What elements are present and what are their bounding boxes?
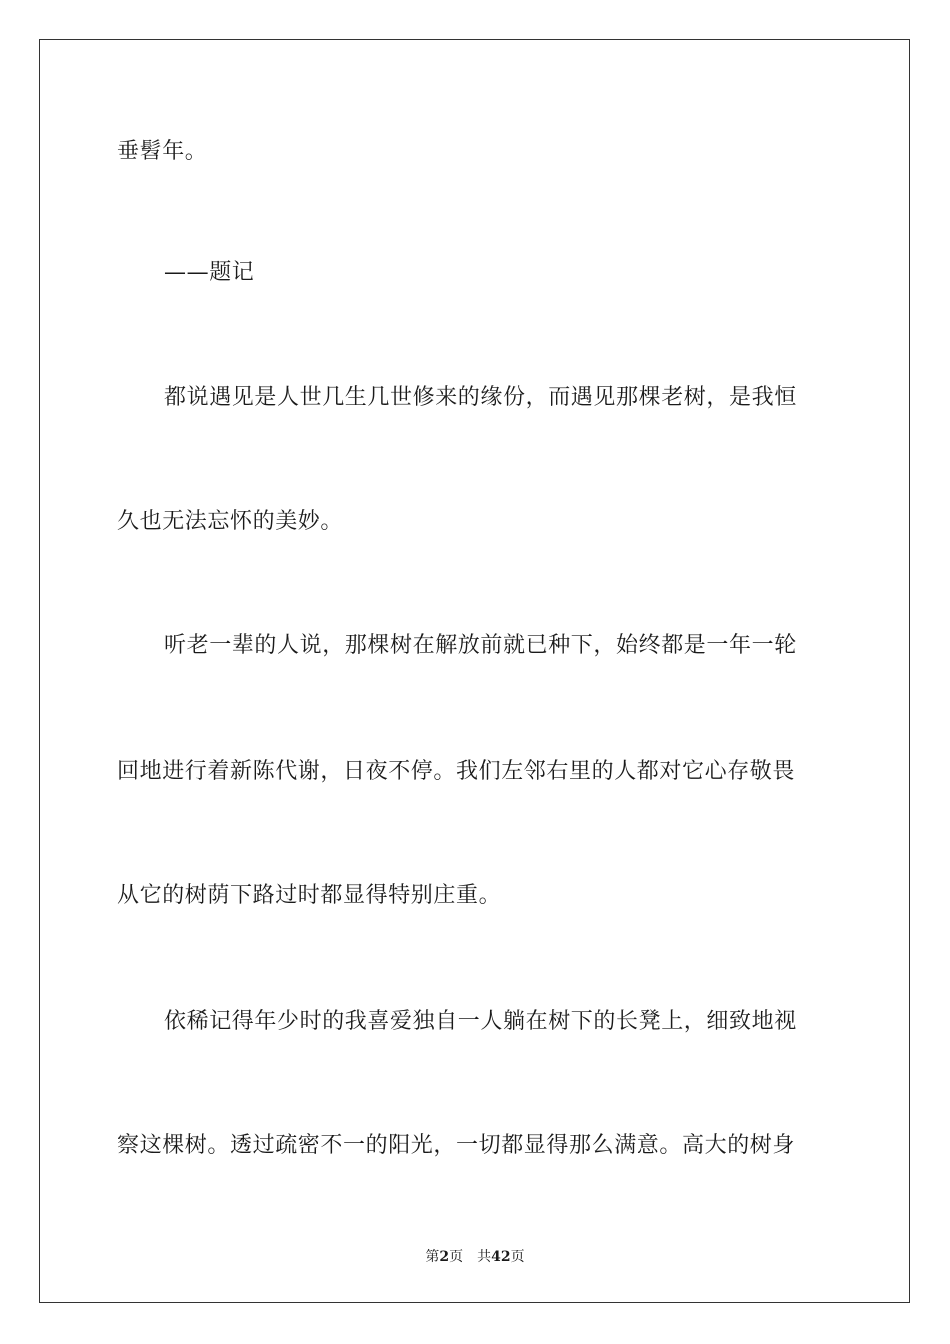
text-line-5-paragraph-start: 听老一辈的人说，那棵树在解放前就已种下，始终都是一年一轮 bbox=[164, 633, 797, 658]
total-prefix: 共 bbox=[477, 1249, 492, 1265]
text-line-1: 垂髫年。 bbox=[117, 139, 208, 164]
page-frame bbox=[39, 39, 910, 1303]
page-suffix: 页 bbox=[449, 1249, 464, 1265]
page-footer bbox=[0, 1247, 950, 1267]
total-pages: 42 bbox=[491, 1249, 511, 1265]
page-prefix: 第 bbox=[425, 1249, 440, 1265]
total-suffix: 页 bbox=[510, 1249, 525, 1265]
text-line-3-paragraph-start: 都说遇见是人世几生几世修来的缘份，而遇见那棵老树，是我恒 bbox=[164, 385, 797, 410]
text-line-9: 察这棵树。透过疏密不一的阳光，一切都显得那么满意。高大的树身 bbox=[117, 1133, 796, 1158]
text-line-6: 回地进行着新陈代谢，日夜不停。我们左邻右里的人都对它心存敬畏 bbox=[117, 759, 796, 784]
page-number: 2 bbox=[439, 1249, 450, 1265]
text-line-8-paragraph-start: 依稀记得年少时的我喜爱独自一人躺在树下的长凳上，细致地视 bbox=[164, 1009, 797, 1034]
text-line-4: 久也无法忘怀的美妙。 bbox=[117, 509, 344, 534]
text-line-7: 从它的树荫下路过时都显得特别庄重。 bbox=[117, 883, 502, 908]
text-line-2-epigraph-attribution: ——题记 bbox=[164, 260, 255, 285]
